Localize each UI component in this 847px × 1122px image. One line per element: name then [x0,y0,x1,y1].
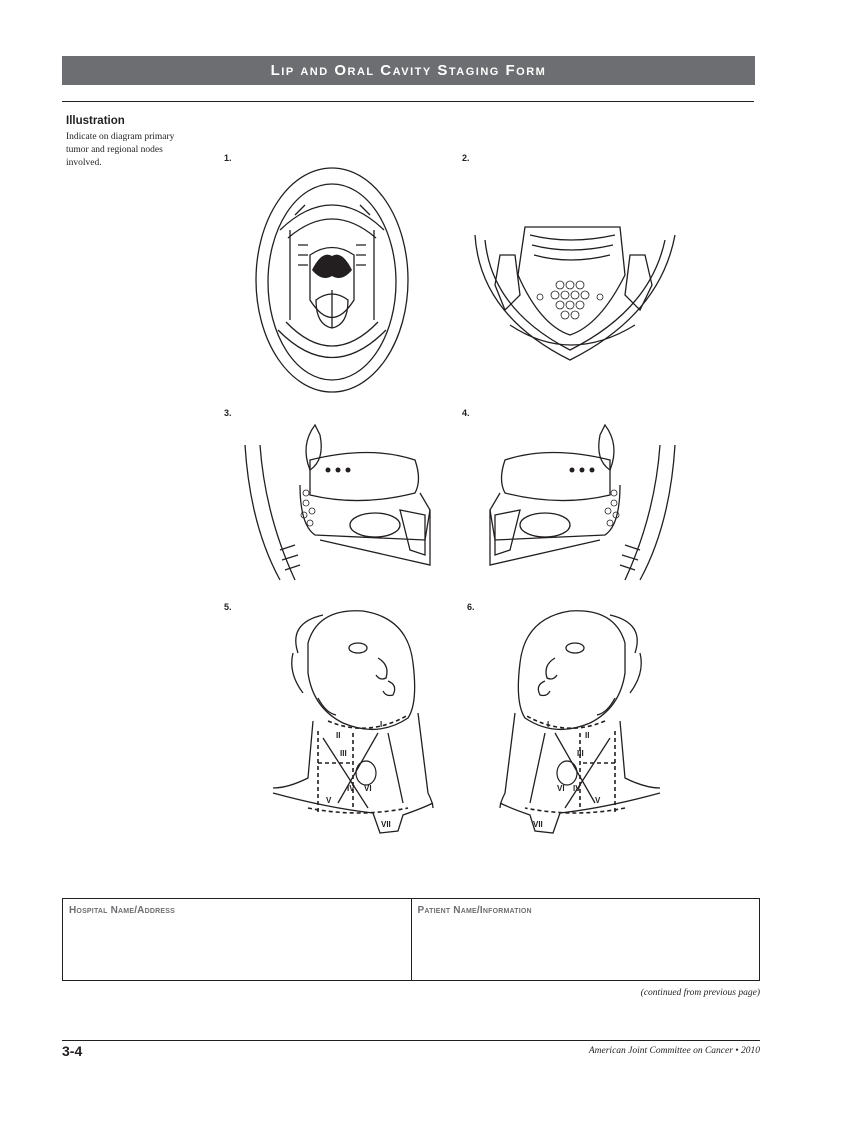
figure-4-number: 4. [462,408,470,418]
level-VII-label: VII [381,820,391,829]
footer-publisher: American Joint Committee on Cancer • 2010 [588,1046,760,1056]
figure-4[interactable] [480,415,680,590]
patient-label: Patient Name/Information [417,905,532,916]
continued-note: (continued from previous page) [640,988,760,998]
level-IV-label: IV [573,784,581,793]
level-I-label: I [380,720,383,729]
figure-2[interactable] [470,215,680,365]
title-bar [62,56,755,85]
figure-5-number: 5. [224,602,232,612]
level-VI-label: VI [557,784,565,793]
level-III-label: III [340,749,347,758]
figure-3-number: 3. [224,408,232,418]
neck-lymph-node-levels-left-icon [495,603,665,843]
illustration-heading: Illustration [66,115,125,127]
figure-6-number: 6. [467,602,475,612]
figure-2-number: 2. [462,153,470,163]
neck-lymph-node-levels-right-icon [268,603,438,843]
patient-field[interactable] [411,899,760,980]
right-lateral-tongue-mandible-icon [240,415,440,590]
hospital-label: Hospital Name/Address [69,905,175,916]
page-title: Lip and Oral Cavity Staging Form [270,62,547,79]
level-II-label: II [585,731,590,740]
page-number: 3-4 [62,1043,83,1059]
left-lateral-tongue-mandible-icon [480,415,680,590]
level-VI-label: VI [364,784,372,793]
figure-3[interactable] [240,415,440,590]
level-V-label: V [595,796,601,805]
level-II-label: II [336,731,341,740]
level-V-label: V [326,796,332,805]
illustration-instructions: Indicate on diagram primary tumor and regional nodes involved. [66,132,175,168]
hospital-field[interactable] [63,899,411,980]
title-divider [62,101,754,102]
open-mouth-oral-cavity-icon [250,160,415,400]
level-VII-label: VII [533,820,543,829]
level-I-label: I [547,720,550,729]
footer-divider [62,1040,760,1041]
level-IV-label: IV [347,784,355,793]
figure-1[interactable] [250,160,415,400]
level-III-label: III [577,749,584,758]
figure-1-number: 1. [224,153,232,163]
figure-6[interactable] [495,603,665,843]
info-box [62,898,760,981]
figure-5[interactable] [268,603,438,843]
floor-of-mouth-tongue-cross-section-icon [470,215,680,365]
